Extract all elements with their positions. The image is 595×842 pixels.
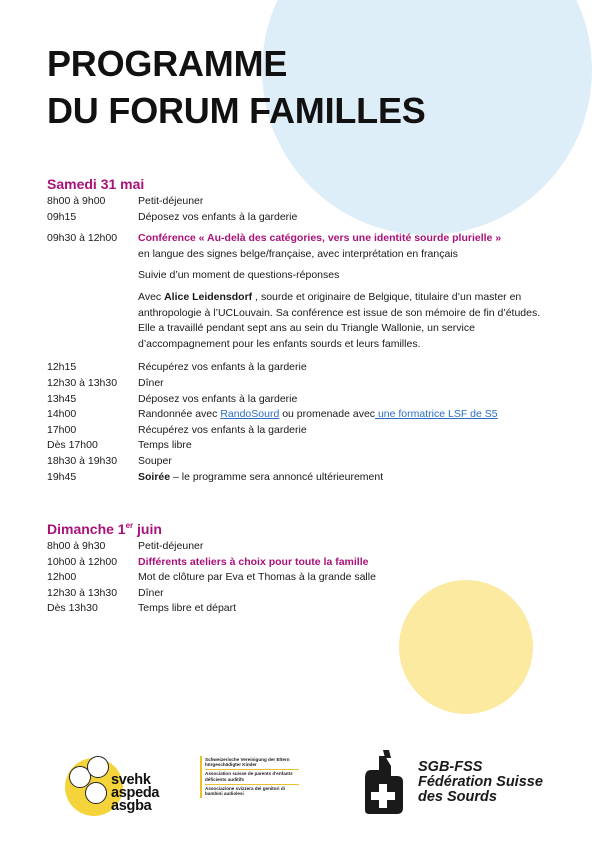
conference-followup: Suivie d’un moment de questions-réponses: [138, 269, 340, 282]
hike-row: [47, 407, 557, 423]
row-time: 12h30 à 13h30: [47, 376, 118, 389]
schedule-row: [47, 360, 557, 376]
page-title: [47, 40, 426, 134]
schedule-row: [47, 392, 557, 408]
fss-line-3: des Sourds: [418, 789, 497, 805]
row-time: 8h00 à 9h30: [47, 540, 106, 552]
hike-prefix: Randonnée avec: [138, 408, 221, 421]
bio-text: , sourde et originaire de Belgique, titulaire d’un master en anthropologie à l’UCLouvain. Sa conférence est issue de son mémoire de fin d’études. Elle a travaillé pendant sept ans au sein du Triangle Wallonie, un service d’accompagnement pour les enfants sourds et leurs familles.: [138, 290, 541, 350]
svehk-line-3: asgba: [111, 798, 152, 814]
conference-subtitle: en langue des signes belge/française, avec interprétation en français: [138, 247, 458, 260]
row-time: 18h30 à 19h30: [47, 454, 118, 467]
svehk-line-2: aspeda: [111, 785, 160, 801]
randosourd-link[interactable]: RandoSourd: [220, 408, 280, 421]
sunday-heading-sup: er: [125, 521, 134, 530]
schedule-row: [47, 539, 557, 555]
schedule-row: [47, 210, 557, 226]
hike-middle: ou promenade avec: [279, 408, 376, 421]
row-time: Dès 17h00: [47, 439, 98, 452]
child-face-icon: [85, 782, 107, 804]
svehk-line-1: svehk: [111, 772, 151, 788]
sunday-heading-post: juin: [133, 521, 162, 537]
row-time: 10h00 à 12h00: [47, 555, 118, 568]
association-names: [200, 756, 299, 798]
speaker-bio: [138, 290, 557, 352]
association-fr: Association suisse de parents d'enfants déficients auditifs: [205, 770, 299, 784]
schedule-row: [47, 376, 557, 392]
row-time: 09h15: [47, 210, 77, 223]
row-activity: Souper: [138, 454, 172, 467]
fss-line-2: Fédération Suisse: [418, 774, 543, 790]
schedule-row: [47, 423, 557, 439]
fss-hand-cross-icon: [355, 748, 411, 816]
svehk-wordmark: [111, 774, 159, 813]
bio-prefix: Avec: [138, 290, 165, 303]
row-activity: Récupérez vos enfants à la garderie: [138, 423, 307, 436]
row-time: Dès 13h30: [47, 602, 98, 615]
row-time: 09h30 à 12h00: [47, 232, 118, 245]
schedule-row: [47, 454, 557, 470]
row-time: 19h45: [47, 470, 77, 483]
workshops-activity: Différents ateliers à choix pour toute la famille: [138, 555, 369, 568]
svehk-logo: [65, 752, 205, 822]
row-time: 14h00: [47, 408, 77, 421]
schedule-row: [47, 570, 557, 586]
logos-footer: [0, 740, 595, 830]
row-activity: Récupérez vos enfants à la garderie: [138, 361, 307, 374]
fss-line-1: SGB-FSS: [418, 759, 483, 775]
title-line-2: DU FORUM FAMILLES: [47, 90, 426, 131]
sunday-heading: [47, 518, 557, 537]
row-time: 12h30 à 13h30: [47, 586, 118, 599]
schedule-row: [47, 586, 557, 602]
row-activity: Déposez vos enfants à la garderie: [138, 392, 298, 405]
conference-row: [47, 231, 557, 247]
schedule-row: [47, 194, 557, 210]
association-it: Associazione svizzera dei genitori di bambini audiolesi: [205, 785, 285, 797]
row-activity: Dîner: [138, 376, 164, 389]
schedule-row: [47, 601, 557, 617]
row-activity: Dîner: [138, 586, 164, 599]
association-de: Schweizerische Vereinigung der Eltern hörgeschädigter Kinder: [205, 756, 299, 770]
row-time: 13h45: [47, 392, 77, 405]
speaker-name: Alice Leidensdorf: [164, 290, 253, 303]
saturday-section: [47, 176, 557, 485]
row-activity: Temps libre: [138, 439, 192, 452]
conference-title: Conférence « Au-delà des catégories, vers une identité sourde plurielle »: [138, 232, 502, 245]
row-activity: Petit-déjeuner: [138, 540, 204, 552]
row-activity: Temps libre et départ: [138, 602, 237, 615]
row-activity: Mot de clôture par Eva et Thomas à la grande salle: [138, 571, 376, 584]
row-activity: Déposez vos enfants à la garderie: [138, 210, 298, 223]
child-face-icon: [87, 756, 109, 778]
title-line-1: PROGRAMME: [47, 43, 288, 84]
row-time: 12h00: [47, 571, 77, 584]
fss-wordmark: [418, 760, 543, 805]
workshops-row: [47, 555, 557, 571]
schedule-row: [47, 438, 557, 454]
soiree-label: Soirée: [138, 470, 171, 483]
row-time: 12h15: [47, 361, 77, 374]
soiree-text: – le programme sera annoncé ultérieurement: [170, 470, 384, 483]
row-activity: Petit-déjeuner: [138, 195, 204, 207]
sunday-section: [47, 518, 557, 617]
soiree-row: [47, 470, 557, 486]
saturday-heading: Samedi 31 mai: [47, 176, 145, 192]
row-time: 8h00 à 9h00: [47, 195, 106, 207]
formatrice-link[interactable]: une formatrice LSF de S5: [375, 408, 498, 421]
soiree-activity: [138, 470, 557, 486]
hike-activity: [138, 407, 557, 423]
row-time: 17h00: [47, 423, 77, 436]
sunday-heading-pre: Dimanche 1: [47, 521, 126, 537]
